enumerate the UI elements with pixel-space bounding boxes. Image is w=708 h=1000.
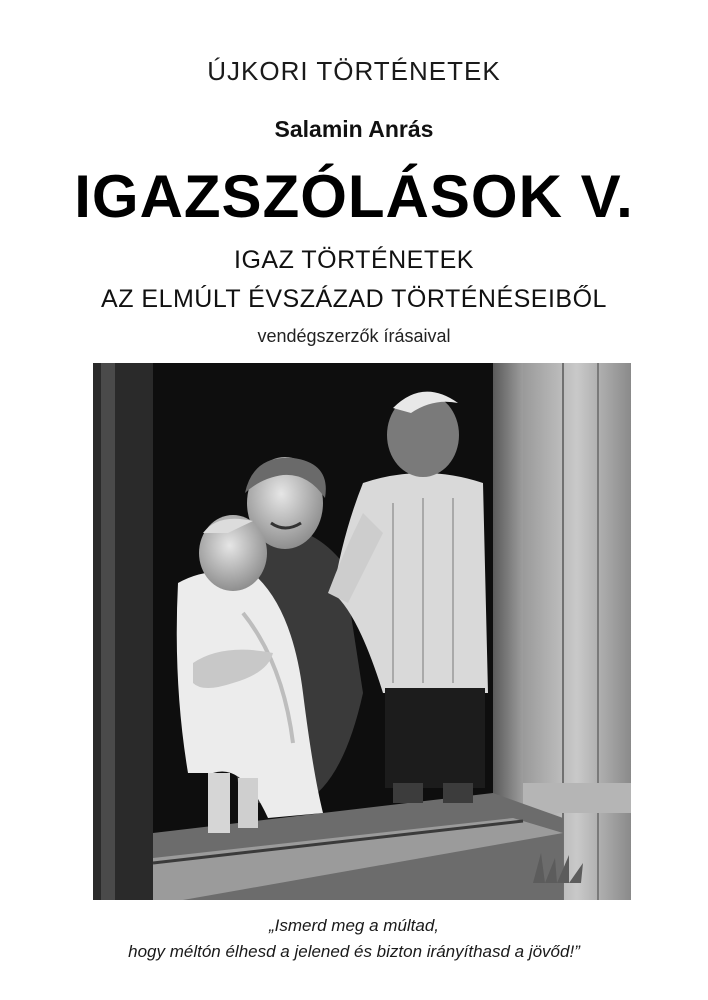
quote-line-1: „Ismerd meg a múltad, bbox=[268, 916, 440, 935]
series-title: ÚJKORI TÖRTÉNETEK bbox=[207, 56, 501, 86]
cover-photo bbox=[93, 363, 631, 900]
quote-line-2: hogy méltón élhesd a jelened és bizton irányíthasd a jövőd!” bbox=[128, 942, 580, 961]
subtitle-line-1: IGAZ TÖRTÉNETEK bbox=[234, 246, 474, 274]
author-name: Salamin Anrás bbox=[274, 116, 434, 142]
cover-photo-illustration bbox=[93, 363, 631, 900]
book-title: IGAZSZÓLÁSOK V. bbox=[74, 163, 634, 230]
guest-authors-note: vendégszerzők írásaival bbox=[257, 326, 451, 346]
subtitle-line-2: AZ ELMÚLT ÉVSZÁZAD TÖRTÉNÉSEIBŐL bbox=[101, 285, 607, 313]
